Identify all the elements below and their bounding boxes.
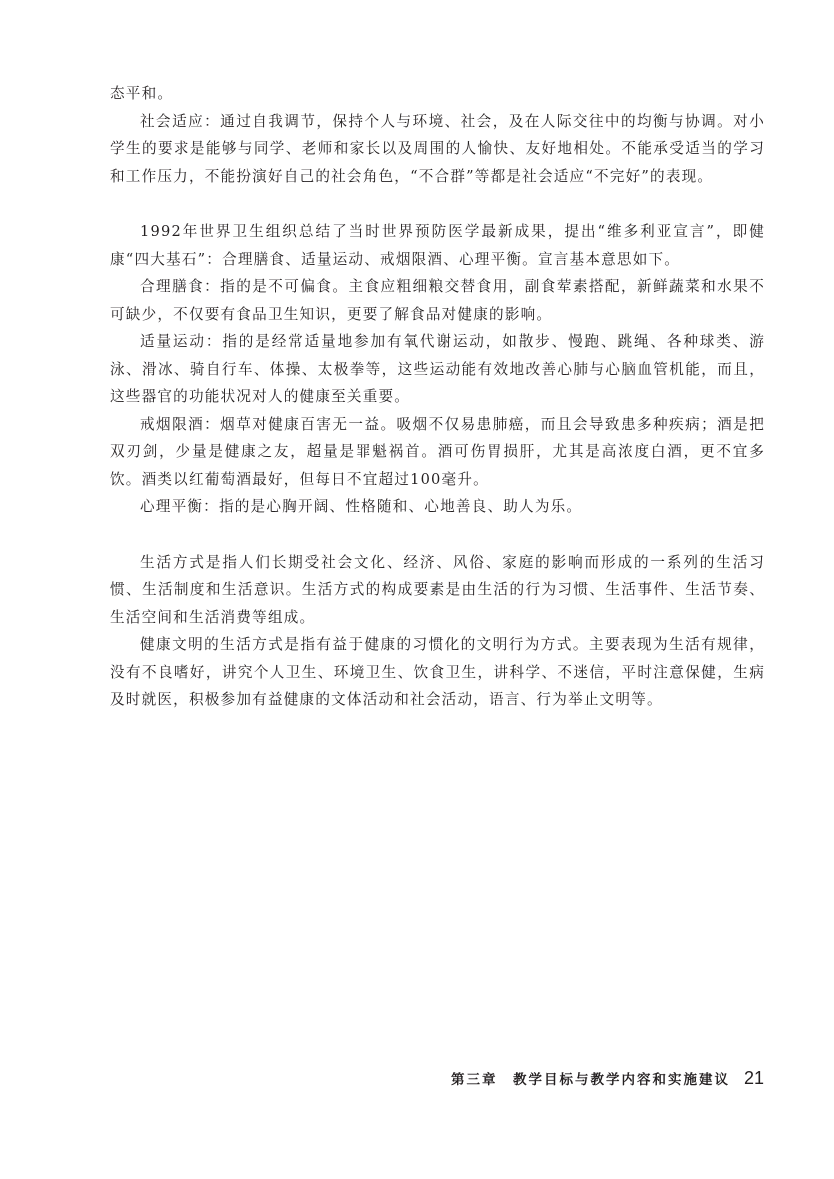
paragraph-victoria-declaration: 1992年世界卫生组织总结了当时世界预防医学最新成果，提出“维多利亚宣言”，即健康“四大基石”：合理膳食、适量运动、戒烟限酒、心理平衡。宣言基本意思如下。 bbox=[110, 223, 765, 268]
page-number: 21 bbox=[743, 1068, 764, 1088]
paragraph-moderate-exercise: 适量运动：指的是经常适量地参加有氧代谢运动，如散步、慢跑、跳绳、各种球类、游泳、滑冰、骑自行车、体操、太极拳等，这些运动能有效地改善心肺与心脑血管机能，而且，这些器官的功能状况对人的健康至关重要。 bbox=[110, 333, 765, 405]
section-gap bbox=[110, 190, 765, 218]
paragraph-psychological-balance: 心理平衡：指的是心胸开阔、性格随和、心地善良、助人为乐。 bbox=[140, 498, 583, 515]
paragraph-healthy-lifestyle: 健康文明的生活方式是指有益于健康的习惯化的文明行为方式。主要表现为生活有规律，没有不良嗜好，讲究个人卫生、环境卫生、饮食卫生，讲科学、不迷信，平时注意保健，生病及时就医，积极参加有益健康的文体活动和社会活动，语言、行为举止文明等。 bbox=[110, 636, 765, 708]
running-chapter-title: 第三章 教学目标与教学内容和实施建议 bbox=[450, 1072, 730, 1088]
paragraph-social-adaptation: 社会适应：通过自我调节，保持个人与环境、社会，及在人际交往中的均衡与协调。对小学生的要求是能够与同学、老师和家长以及周围的人愉快、友好地相处。不能承受适当的学习和工作压力，不能扮演好自己的社会角色，“不合群”等都是社会适应“不完好”的表现。 bbox=[110, 112, 765, 185]
page-body bbox=[110, 80, 765, 714]
section-gap bbox=[110, 521, 765, 549]
paragraph-lifestyle-definition: 生活方式是指人们长期受社会文化、经济、风俗、家庭的影响而形成的一系列的生活习惯、生活制度和生活意识。生活方式的构成要素是由生活的行为习惯、生活事件、生活节奏、生活空间和生活消费等组成。 bbox=[110, 553, 765, 626]
page-footer bbox=[451, 1068, 764, 1089]
paragraph-continuation: 态平和。 bbox=[110, 85, 174, 102]
paragraph-quit-smoking-limit-alcohol: 戒烟限酒：烟草对健康百害无一益。吸烟不仅易患肺癌，而且会导致患多种疾病；酒是把双刃剑，少量是健康之友，超量是罪魁祸首。酒可伤胃损肝，尤其是高浓度白酒，更不宜多饮。酒类以红葡萄酒最好，但每日不宜超过100毫升。 bbox=[110, 415, 765, 488]
paragraph-balanced-diet: 合理膳食：指的是不可偏食。主食应粗细粮交替食用，副食荤素搭配，新鲜蔬菜和水果不可缺少，不仅要有食品卫生知识，更要了解食品对健康的影响。 bbox=[110, 278, 765, 323]
